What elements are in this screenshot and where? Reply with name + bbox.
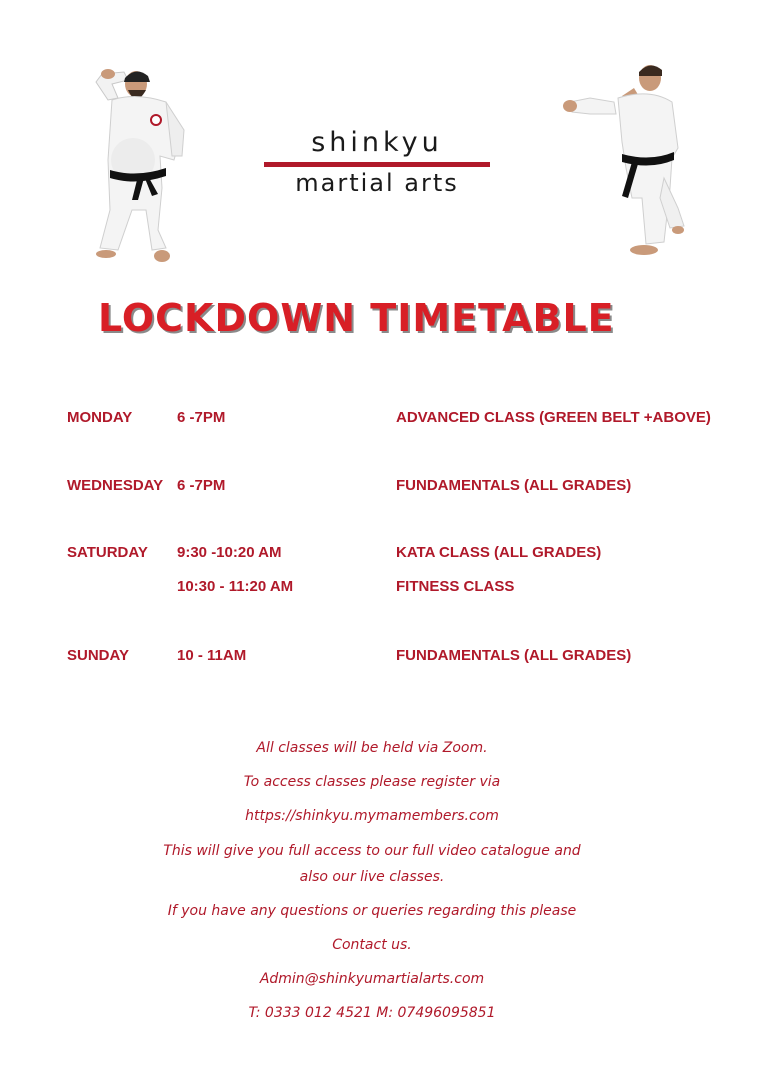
logo-divider [264, 162, 490, 167]
timetable-time: 10:30 - 11:20 AM [177, 578, 294, 595]
timetable-time: 6 -7PM [177, 409, 226, 426]
timetable-class: FITNESS CLASS [396, 578, 515, 595]
timetable-time: 6 -7PM [177, 477, 226, 494]
left-martial-artist-image [88, 60, 193, 265]
timetable-day: MONDAY [67, 409, 133, 426]
right-martial-artist-image [560, 58, 688, 263]
phone-numbers: T: 0333 012 4521 M: 07496095851 [248, 1005, 496, 1021]
email-link[interactable]: Admin@shinkyumartialarts.com [259, 971, 485, 987]
info-contact: Contact us. [332, 937, 412, 953]
timetable-day: WEDNESDAY [67, 477, 164, 494]
timetable-day: SUNDAY [67, 647, 129, 664]
info-access-line-2: also our live classes. [299, 869, 445, 885]
timetable-day: SATURDAY [67, 544, 148, 561]
logo-wordmark-bottom: martial arts [295, 169, 459, 197]
shinkyu-logo [262, 128, 492, 200]
timetable-class: FUNDAMENTALS (ALL GRADES) [396, 477, 632, 494]
timetable-class: KATA CLASS (ALL GRADES) [396, 544, 602, 561]
timetable-class: ADVANCED CLASS (GREEN BELT +ABOVE) [396, 409, 711, 426]
page-title: LOCKDOWN TIMETABLE [98, 296, 615, 340]
register-link[interactable]: https://shinkyu.mymamembers.com [245, 808, 499, 824]
info-questions: If you have any questions or queries regarding this please [167, 903, 577, 919]
info-register: To access classes please register via [243, 774, 501, 790]
info-access-line-1: This will give you full access to our full video catalogue and [163, 843, 581, 859]
timetable-time: 10 - 11AM [177, 647, 247, 664]
info-zoom: All classes will be held via Zoom. [256, 740, 488, 756]
logo-wordmark-top: shinkyu [311, 127, 443, 158]
timetable-time: 9:30 -10:20 AM [177, 544, 282, 561]
timetable-class: FUNDAMENTALS (ALL GRADES) [396, 647, 632, 664]
